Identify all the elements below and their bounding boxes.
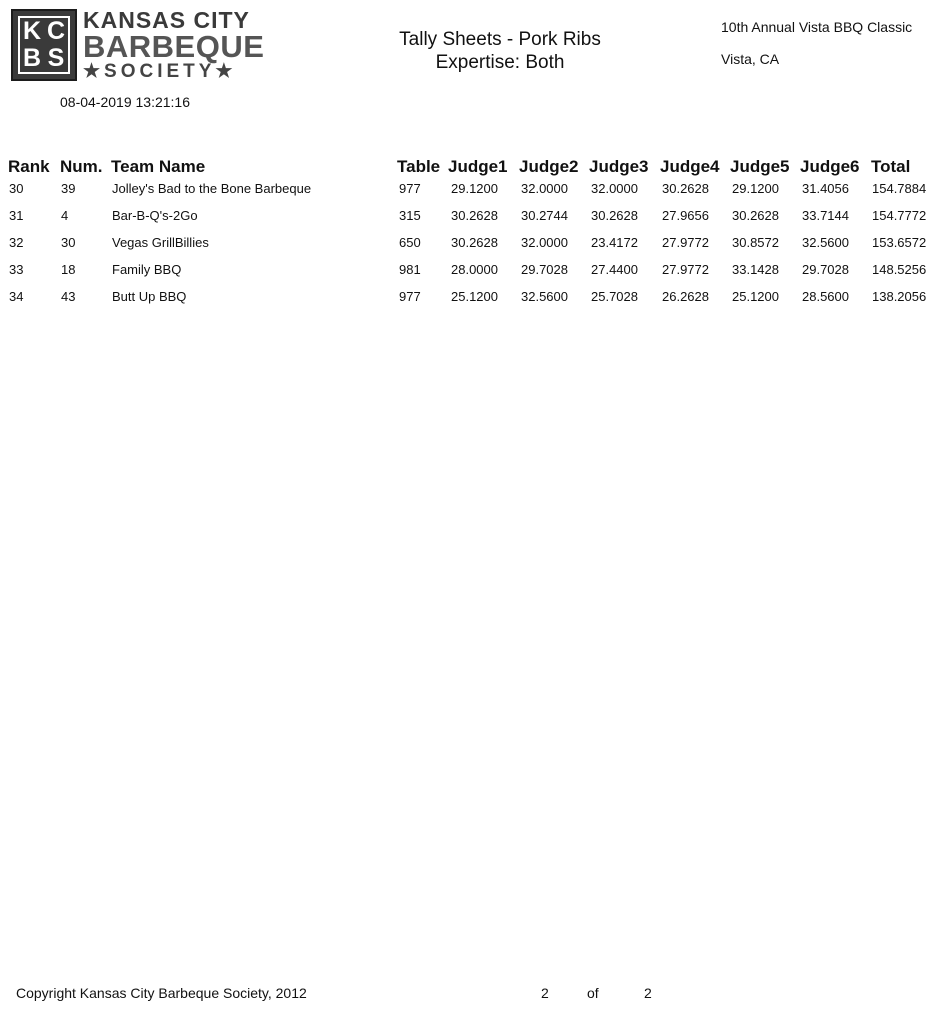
- cell-team: Family BBQ: [112, 262, 182, 277]
- cell-table: 650: [399, 235, 421, 250]
- header-total: Total: [871, 157, 911, 176]
- cell-rank: 31: [9, 208, 24, 223]
- header-rank: Rank: [8, 157, 50, 176]
- cell-judge1: 28.0000: [451, 262, 498, 277]
- cell-judge1: 25.1200: [451, 289, 498, 304]
- cell-judge6: 32.5600: [802, 235, 849, 250]
- cell-judge2: 32.0000: [521, 235, 568, 250]
- cell-team: Butt Up BBQ: [112, 289, 187, 304]
- cell-total: 138.2056: [872, 289, 927, 304]
- kcbs-logo: [11, 9, 281, 83]
- table-row: [0, 262, 950, 289]
- page-total: 2: [644, 985, 652, 1001]
- table-row: [0, 289, 950, 316]
- report-timestamp: 08-04-2019 13:21:16: [60, 94, 190, 110]
- cell-judge5: 30.8572: [732, 235, 779, 250]
- logo-monogram: [11, 9, 77, 81]
- cell-judge5: 25.1200: [732, 289, 779, 304]
- table-row: [0, 208, 950, 235]
- page-current: 2: [541, 985, 549, 1001]
- logo-letter: S: [47, 44, 65, 72]
- cell-table: 315: [399, 208, 421, 223]
- footer-copyright: Copyright Kansas City Barbeque Society, 2012: [16, 985, 307, 1001]
- header-table: Table: [397, 157, 441, 176]
- cell-judge3: 25.7028: [591, 289, 638, 304]
- cell-num: 30: [61, 235, 76, 250]
- cell-judge6: 31.4056: [802, 181, 849, 196]
- logo-letter: B: [22, 44, 42, 72]
- cell-judge2: 32.0000: [521, 181, 568, 196]
- cell-judge5: 30.2628: [732, 208, 779, 223]
- table-row: [0, 181, 950, 208]
- cell-judge1: 30.2628: [451, 235, 498, 250]
- cell-judge4: 27.9772: [662, 235, 709, 250]
- cell-judge3: 32.0000: [591, 181, 638, 196]
- event-info: [721, 11, 912, 75]
- event-location: Vista, CA: [721, 51, 780, 67]
- header-judge4: Judge4: [660, 157, 720, 176]
- cell-rank: 34: [9, 289, 24, 304]
- logo-wordmark: [83, 8, 264, 83]
- cell-total: 154.7884: [872, 181, 927, 196]
- cell-num: 43: [61, 289, 76, 304]
- logo-letter: K: [22, 17, 42, 45]
- cell-team: Jolley's Bad to the Bone Barbeque: [112, 181, 312, 196]
- cell-rank: 33: [9, 262, 24, 277]
- header-team: Team Name: [111, 157, 206, 176]
- event-name: 10th Annual Vista BBQ Classic: [721, 19, 913, 35]
- header-judge6: Judge6: [800, 157, 860, 176]
- cell-judge2: 29.7028: [521, 262, 568, 277]
- logo-line-3: ★SOCIETY★: [83, 61, 237, 82]
- logo-line-2: BARBEQUE: [83, 29, 265, 64]
- cell-judge4: 30.2628: [662, 181, 709, 196]
- cell-total: 148.5256: [872, 262, 927, 277]
- report-title: [370, 28, 630, 74]
- cell-judge3: 27.4400: [591, 262, 638, 277]
- cell-judge5: 33.1428: [732, 262, 779, 277]
- table-row: [0, 235, 950, 262]
- logo-line-1: KANSAS CITY: [83, 7, 250, 33]
- cell-judge5: 29.1200: [732, 181, 779, 196]
- cell-judge6: 28.5600: [802, 289, 849, 304]
- cell-team: Vegas GrillBillies: [112, 235, 209, 250]
- header-judge2: Judge2: [519, 157, 579, 176]
- cell-judge1: 29.1200: [451, 181, 498, 196]
- cell-table: 977: [399, 181, 421, 196]
- cell-judge1: 30.2628: [451, 208, 498, 223]
- title-line-1: Tally Sheets - Pork Ribs: [399, 29, 601, 50]
- header-num: Num.: [60, 157, 103, 176]
- cell-num: 4: [61, 208, 69, 223]
- cell-judge6: 33.7144: [802, 208, 849, 223]
- cell-table: 981: [399, 262, 421, 277]
- header-judge5: Judge5: [730, 157, 790, 176]
- cell-rank: 30: [9, 181, 24, 196]
- cell-judge3: 23.4172: [591, 235, 638, 250]
- cell-num: 39: [61, 181, 76, 196]
- cell-judge6: 29.7028: [802, 262, 849, 277]
- cell-judge2: 32.5600: [521, 289, 568, 304]
- logo-letter: C: [46, 17, 66, 45]
- cell-team: Bar-B-Q's-2Go: [112, 208, 198, 223]
- cell-judge2: 30.2744: [521, 208, 568, 223]
- cell-table: 977: [399, 289, 421, 304]
- cell-total: 153.6572: [872, 235, 927, 250]
- cell-total: 154.7772: [872, 208, 927, 223]
- cell-judge4: 26.2628: [662, 289, 709, 304]
- header-judge3: Judge3: [589, 157, 649, 176]
- cell-judge4: 27.9772: [662, 262, 709, 277]
- header-judge1: Judge1: [448, 157, 508, 176]
- title-line-2: Expertise: Both: [435, 52, 565, 73]
- cell-judge4: 27.9656: [662, 208, 709, 223]
- cell-rank: 32: [9, 235, 24, 250]
- cell-num: 18: [61, 262, 76, 277]
- cell-judge3: 30.2628: [591, 208, 638, 223]
- page-of-label: of: [587, 985, 599, 1001]
